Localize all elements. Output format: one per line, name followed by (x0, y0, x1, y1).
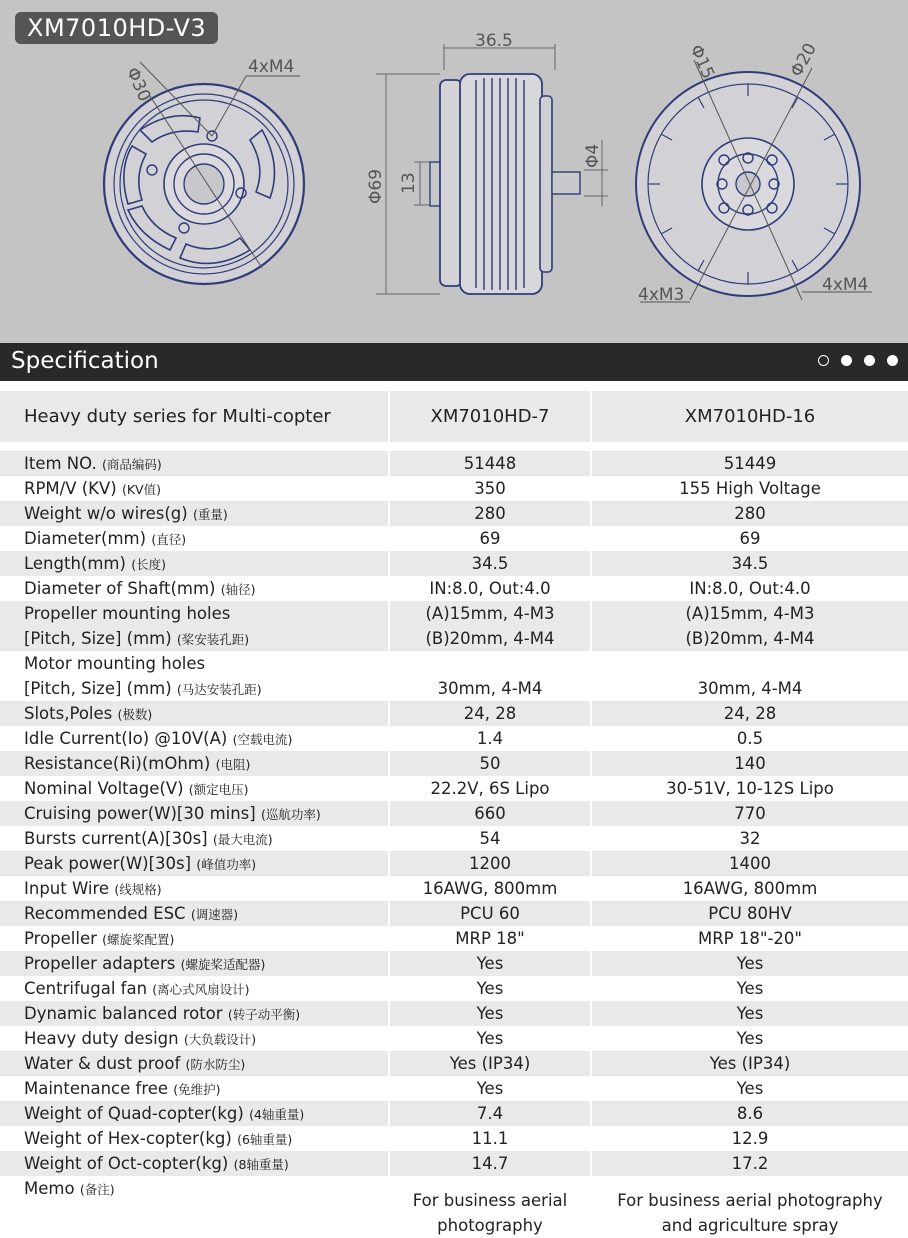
row-label-text: Maintenance free (24, 1079, 169, 1098)
row-label (0, 1026, 388, 1051)
row-value-7: 51448 (390, 451, 590, 476)
row-value-16: (B)20mm, 4-M4 (592, 626, 908, 651)
side-view-drawing (376, 44, 608, 294)
row-label-cn: (空载电流) (232, 732, 293, 747)
row-label-cn: (调速器) (190, 907, 239, 922)
table-row (0, 1001, 908, 1026)
row-label-text: Weight of Quad-copter(kg) (24, 1104, 244, 1123)
row-label-cn: (螺旋桨适配器) (180, 957, 266, 972)
table-row (0, 526, 908, 551)
row-label (0, 451, 388, 476)
table-row (0, 1101, 908, 1126)
row-value-7: 350 (474, 479, 506, 498)
row-label-text: Resistance(Ri)(mOhm) (24, 754, 211, 773)
row-label-cn: (长度) (131, 557, 166, 572)
row-label-cn: (马达安装孔距) (176, 682, 262, 697)
row-value-7: Yes (390, 951, 590, 976)
row-label-text: Centrifugal fan (24, 979, 148, 998)
row-label-text: Bursts current(A)[30s] (24, 829, 208, 848)
dim-phi15: Φ15 (685, 41, 718, 83)
row-value-7: Yes (IP34) (390, 1051, 590, 1076)
carousel-dot-2[interactable] (841, 355, 852, 366)
carousel-dots (818, 355, 898, 366)
row-label-text: Length(mm) (24, 554, 126, 573)
specification-bar (0, 343, 908, 381)
row-value-7: 280 (390, 501, 590, 526)
row-label-text: Propeller adapters (24, 954, 176, 973)
top-view-drawing (636, 60, 872, 302)
row-value-16: 140 (592, 751, 908, 776)
row-label-cn: (KV值) (121, 482, 161, 497)
row-label (0, 826, 388, 851)
row-label-cn: (桨安装孔距) (176, 632, 250, 647)
table-row (0, 1151, 908, 1176)
row-value-16: MRP 18"-20" (697, 929, 803, 948)
row-label (0, 901, 388, 926)
motor-technical-drawing (0, 0, 908, 343)
table-row (0, 726, 908, 751)
row-label-text: Propeller mounting holes (24, 604, 231, 623)
row-value-7: 54 (479, 829, 501, 848)
row-label (0, 676, 388, 701)
row-label-cn: (额定电压) (188, 782, 249, 797)
row-label (0, 651, 388, 676)
row-label-cn: (大负载设计) (183, 1032, 257, 1047)
row-label-text: Item NO. (24, 454, 97, 473)
table-header (0, 391, 908, 442)
table-row (0, 801, 908, 826)
table-row (0, 751, 908, 776)
row-value-16: 0.5 (736, 729, 764, 748)
row-value-7 (390, 651, 590, 676)
table-row (0, 601, 908, 626)
table-row (0, 1026, 908, 1051)
table-row (0, 476, 908, 501)
row-label (0, 1126, 388, 1151)
row-label-cn: (防水防尘) (185, 1057, 246, 1072)
row-label-text: Heavy duty design (24, 1029, 179, 1048)
row-value-7: Yes (476, 1079, 504, 1098)
row-label (0, 776, 388, 801)
specification-title: Specification (11, 348, 159, 374)
header-series: Heavy duty series for Multi-copter (0, 391, 388, 442)
row-label-cn: (峰值功率) (196, 857, 257, 872)
row-label-cn: (线规格) (114, 882, 162, 897)
row-value-7: 660 (390, 801, 590, 826)
row-label-cn: (轴径) (220, 582, 256, 597)
row-value-16: Yes (736, 1079, 764, 1098)
row-label-cn: (直径) (151, 532, 187, 547)
row-value-16: Yes (736, 979, 764, 998)
row-value-7: (A)15mm, 4-M3 (390, 601, 590, 626)
table-row (0, 826, 908, 851)
row-value-16: 8.6 (592, 1101, 908, 1126)
table-row (0, 951, 908, 976)
row-label (0, 576, 388, 601)
table-row (0, 901, 908, 926)
row-value-7: For business aerial photography (412, 1191, 568, 1235)
row-label-cn: (巡航功率) (260, 807, 321, 822)
row-value-7: 69 (479, 529, 501, 548)
row-value-16: 16AWG, 800mm (682, 879, 818, 898)
dim-13: 13 (399, 172, 419, 194)
row-value-7: 34.5 (390, 551, 590, 576)
row-label (0, 701, 388, 726)
row-value-7: 14.7 (390, 1151, 590, 1176)
row-value-7: Yes (476, 979, 504, 998)
row-value-16: Yes (592, 951, 908, 976)
carousel-dot-3[interactable] (864, 355, 875, 366)
row-value-16: For business aerial photography and agriculture spray (617, 1191, 883, 1235)
row-label-text: Slots,Poles (24, 704, 113, 723)
row-value-16: 12.9 (731, 1129, 769, 1148)
row-value-16: Yes (592, 1001, 908, 1026)
row-value-7: 30mm, 4-M4 (437, 679, 543, 698)
row-label-cn: (备注) (79, 1182, 115, 1197)
row-value-7: 7.4 (390, 1101, 590, 1126)
table-row (0, 776, 908, 801)
spec-table (0, 391, 908, 1235)
row-label-cn: (8轴重量) (233, 1157, 289, 1172)
row-value-7: 11.1 (471, 1129, 509, 1148)
table-row (0, 576, 908, 601)
row-label-cn: (重量) (192, 507, 228, 522)
row-label-cn: (最大电流) (212, 832, 273, 847)
row-label-text: Dynamic balanced rotor (24, 1004, 223, 1023)
row-value-16: 24, 28 (592, 701, 908, 726)
row-label (0, 726, 388, 751)
row-value-16: (A)15mm, 4-M3 (592, 601, 908, 626)
row-label (0, 926, 388, 951)
table-row (0, 976, 908, 1001)
row-label (0, 976, 388, 1001)
row-label-cn: (6轴重量) (237, 1132, 293, 1147)
table-row (0, 501, 908, 526)
row-label-cn: (极数) (117, 707, 153, 722)
row-label (0, 626, 388, 651)
row-label-cn: (4轴重量) (249, 1107, 305, 1122)
dim-4xm4-left: 4xM4 (248, 57, 295, 77)
row-value-7: 24, 28 (390, 701, 590, 726)
row-label (0, 1176, 388, 1226)
row-label-text: Recommended ESC (24, 904, 186, 923)
row-value-16: 32 (739, 829, 761, 848)
table-row (0, 876, 908, 901)
row-label-text: Weight of Oct-copter(kg) (24, 1154, 229, 1173)
row-label-text: Peak power(W)[30s] (24, 854, 192, 873)
drawing-area (0, 0, 908, 343)
row-label-text: Diameter(mm) (24, 529, 147, 548)
row-label-text: Weight w/o wires(g) (24, 504, 188, 523)
row-label (0, 551, 388, 576)
row-label-text: [Pitch, Size] (mm) (24, 629, 172, 648)
row-label-cn: (电阻) (215, 757, 251, 772)
row-label (0, 526, 388, 551)
table-row (0, 701, 908, 726)
table-row (0, 1076, 908, 1101)
row-label (0, 1101, 388, 1126)
row-label (0, 951, 388, 976)
row-value-16: 51449 (592, 451, 908, 476)
table-row-memo (0, 1176, 908, 1235)
row-label (0, 1151, 388, 1176)
row-value-16 (592, 651, 908, 676)
dim-phi20: Φ20 (786, 40, 821, 81)
row-value-16: 155 High Voltage (679, 479, 821, 498)
row-label-cn: (商品编码) (101, 457, 162, 472)
dim-phi4: Φ4 (583, 143, 603, 168)
row-value-7: Yes (390, 1001, 590, 1026)
table-row (0, 676, 908, 701)
row-label (0, 1076, 388, 1101)
row-label (0, 851, 388, 876)
row-value-7: 1.4 (476, 729, 504, 748)
row-label-text: Diameter of Shaft(mm) (24, 579, 216, 598)
row-value-7: 50 (390, 751, 590, 776)
table-row (0, 926, 908, 951)
row-label (0, 1001, 388, 1026)
row-value-7: 16AWG, 800mm (422, 879, 558, 898)
row-value-16: Yes (IP34) (592, 1051, 908, 1076)
row-label-text: Propeller (24, 929, 97, 948)
row-label-cn: (转子动平衡) (227, 1007, 301, 1022)
table-row (0, 851, 908, 876)
row-value-7: (B)20mm, 4-M4 (390, 626, 590, 651)
row-value-16: 770 (592, 801, 908, 826)
row-label-cn: (离心式风扇设计) (152, 982, 250, 997)
header-model-7: XM7010HD-7 (390, 391, 590, 442)
table-row (0, 551, 908, 576)
row-value-16: 30mm, 4-M4 (697, 679, 803, 698)
table-row (0, 1126, 908, 1151)
row-value-16: 1400 (592, 851, 908, 876)
row-label-text: Weight of Hex-copter(kg) (24, 1129, 232, 1148)
model-badge: XM7010HD-V3 (15, 12, 218, 44)
table-row (0, 451, 908, 476)
row-label-text: Motor mounting holes (24, 654, 206, 673)
dim-phi30: Φ30 (121, 64, 155, 105)
row-value-7: Yes (476, 1029, 504, 1048)
dim-4xm3: 4xM3 (638, 285, 685, 305)
row-label (0, 801, 388, 826)
row-value-16: 69 (739, 529, 761, 548)
row-label (0, 1051, 388, 1076)
table-row (0, 651, 908, 676)
row-value-16: PCU 80HV (592, 901, 908, 926)
row-label-text: Cruising power(W)[30 mins] (24, 804, 256, 823)
row-label (0, 476, 388, 501)
row-label (0, 876, 388, 901)
row-value-7: 22.2V, 6S Lipo (430, 779, 550, 798)
row-value-16: 17.2 (592, 1151, 908, 1176)
row-value-16: IN:8.0, Out:4.0 (689, 579, 811, 598)
row-label-text: Input Wire (24, 879, 110, 898)
dim-phi69: Φ69 (366, 168, 386, 204)
carousel-dot-1[interactable] (818, 355, 829, 366)
row-label-text: Memo (24, 1179, 75, 1198)
row-value-7: PCU 60 (390, 901, 590, 926)
row-label-text: [Pitch, Size] (mm) (24, 679, 172, 698)
row-value-16: Yes (736, 1029, 764, 1048)
row-label (0, 501, 388, 526)
row-label (0, 751, 388, 776)
row-label (0, 601, 388, 626)
table-row (0, 1051, 908, 1076)
row-label-text: Water & dust proof (24, 1054, 181, 1073)
row-label-cn: (免维护) (173, 1082, 221, 1097)
row-value-7: IN:8.0, Out:4.0 (429, 579, 551, 598)
row-label-text: RPM/V (KV) (24, 479, 117, 498)
row-label-cn: (螺旋桨配置) (102, 932, 175, 947)
row-value-7: 1200 (390, 851, 590, 876)
row-value-16: 30-51V, 10-12S Lipo (666, 779, 834, 798)
carousel-dot-4[interactable] (887, 355, 898, 366)
dim-4xm4-right: 4xM4 (822, 275, 869, 295)
table-row (0, 626, 908, 651)
row-label-text: Idle Current(Io) @10V(A) (24, 729, 228, 748)
header-model-16: XM7010HD-16 (592, 391, 908, 442)
row-value-16: 280 (592, 501, 908, 526)
row-label-text: Nominal Voltage(V) (24, 779, 184, 798)
dim-length: 36.5 (475, 31, 513, 51)
row-value-16: 34.5 (592, 551, 908, 576)
row-value-7: MRP 18" (455, 929, 525, 948)
